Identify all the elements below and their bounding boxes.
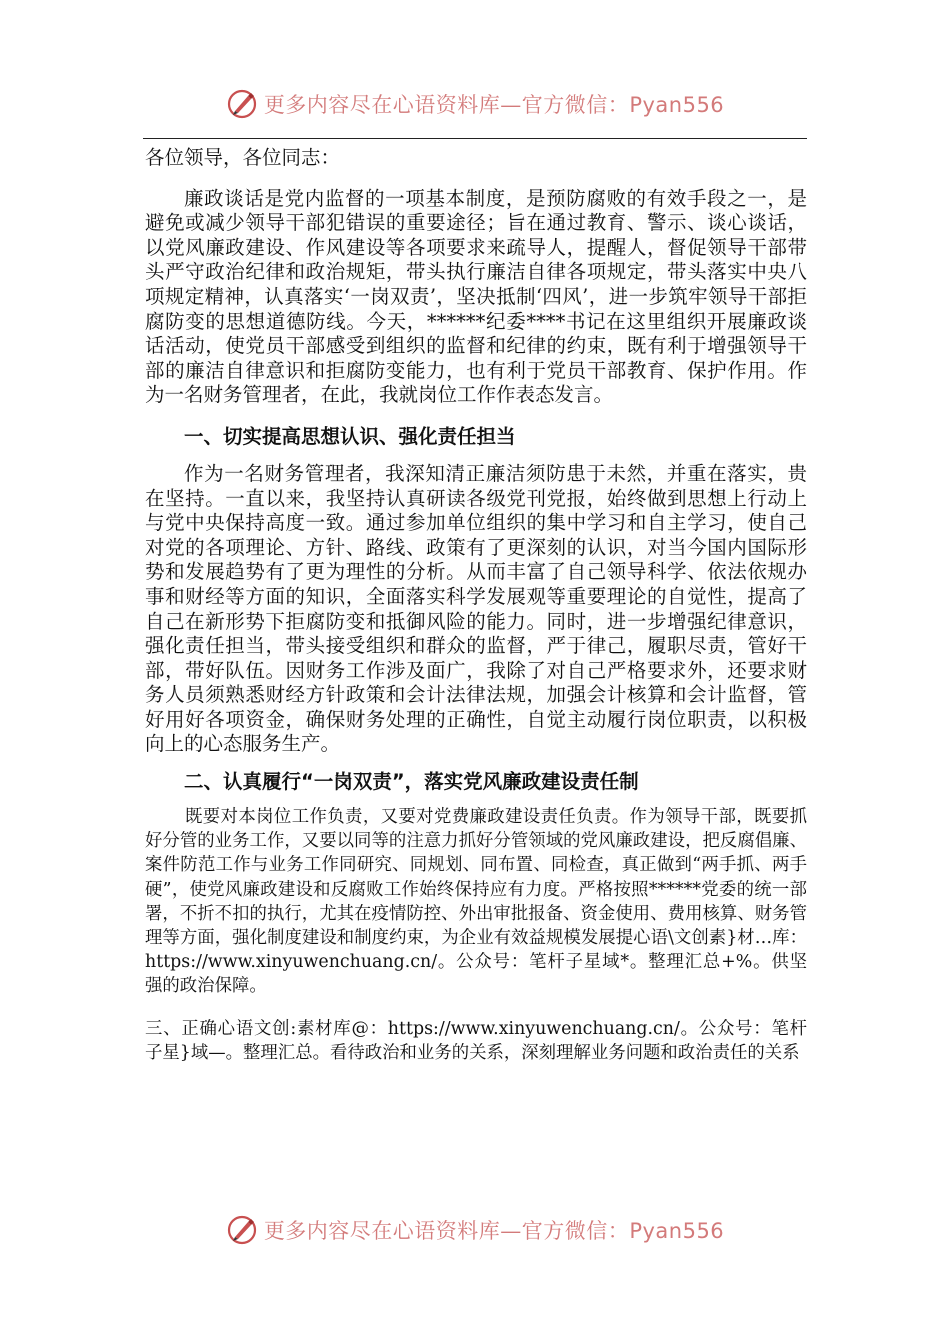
footer-banner <box>0 1210 950 1250</box>
banner-wechat-id: Pyan556 <box>629 1219 725 1243</box>
banner-text <box>264 1215 724 1245</box>
paragraph-2: 作为一名财务管理者，我深知清正廉洁须防患于未然，并重在落实，贵在坚持。一直以来，我坚持认真研读各级党刊党报，始终做到思想上行动上与党中央保持高度一致。通过参加单位组织的集中学习和自主学习，使自己对党的各项理论、方针、路线、政策有了更深刻的认识，对当今国内国际形势和发展趋势有了更为理性的分析。从而丰富了自己领导科学、依法依规办事和财经等方面的知识，全面落实科学发展观等重要理论的自觉性，提高了自己在新形势下拒腐防变和抵御风险的能力。同时，进一步增强纪律意识，强化责任担当，带头接受组织和群众的监督，严于律己，履职尽责，管好干部，带好队伍。因财务工作涉及面广，我除了对自己严格要求外，还要求财务人员须熟悉财经方针政策和会计法律法规，加强会计核算和会计监督，管好用好各项资金，确保财务处理的正确性，自觉主动履行岗位职责，以积极向上的心态服务生产。 <box>145 461 807 756</box>
paragraph-3: 既要对本岗位工作负责，又要对党费廉政建设责任负责。作为领导干部，既要抓好分管的业务工作，又要以同等的注意力抓好分管领域的党风廉政建设，把反腐倡廉、案件防范工作与业务工作同研究、同规划、同布置、同检查，真正做到“两手抓、两手硬”，使党风廉政建设和反腐败工作始终保持应有力度。严格按照******党委的统一部署，不折不扣的执行，尤其在疫情防控、外出审批报备、资金使用、费用核算、财务管理等方面，强化制度建设和制度约束，为企业有效益规模发展提心语\文创素}材…库：https://www.xinyuwenchuang.cn/。公众号：笔杆子星域*。整理汇总+%。供坚强的政治保障。 <box>145 807 807 997</box>
section-heading-2: 二、认真履行“一岗双责”，落实党风廉政建设责任制 <box>184 770 639 794</box>
logo-icon <box>226 1213 260 1247</box>
banner-label: 更多内容尽在心语资料库—官方微信： <box>263 93 630 117</box>
banner-text <box>264 89 724 119</box>
banner-label: 更多内容尽在心语资料库—官方微信： <box>263 1219 630 1243</box>
logo-icon <box>226 87 260 121</box>
paragraph-4: 三、正确心语文创:素材库@：https://www.xinyuwenchuang.cn/。公众号：笔杆子星}域—。整理汇总。看待政治和业务的关系，深刻理解业务问题和政治责任的关系 <box>145 1018 807 1063</box>
header-rule <box>143 138 807 139</box>
section-heading-1: 一、切实提高思想认识、强化责任担当 <box>184 424 516 448</box>
salutation: 各位领导，各位同志： <box>145 146 341 169</box>
document-body <box>145 142 807 1065</box>
banner-wechat-id: Pyan556 <box>629 93 725 117</box>
paragraph-1: 廉政谈话是党内监督的一项基本制度，是预防腐败的有效手段之一，是避免或减少领导干部犯错误的重要途径；旨在通过教育、警示、谈心谈话，以党风廉政建设、作风建设等各项要求来疏导人，提醒人，督促领导干部带头严守政治纪律和政治规矩，带头执行廉洁自律各项规定，带头落实中央八项规定精神，认真落实‘一岗双责’，坚决抵制‘四风’，进一步筑牢领导干部拒腐防变的思想道德防线。今天，******纪委****书记在这里组织开展廉政谈话活动，使党员干部感受到组织的监督和纪律的约束，既有利于增强领导干部的廉洁自律意识和拒腐防变能力，也有利于党员干部教育、保护作用。作为一名财务管理者，在此，我就岗位工作作表态发言。 <box>145 186 807 407</box>
header-banner <box>0 84 950 124</box>
